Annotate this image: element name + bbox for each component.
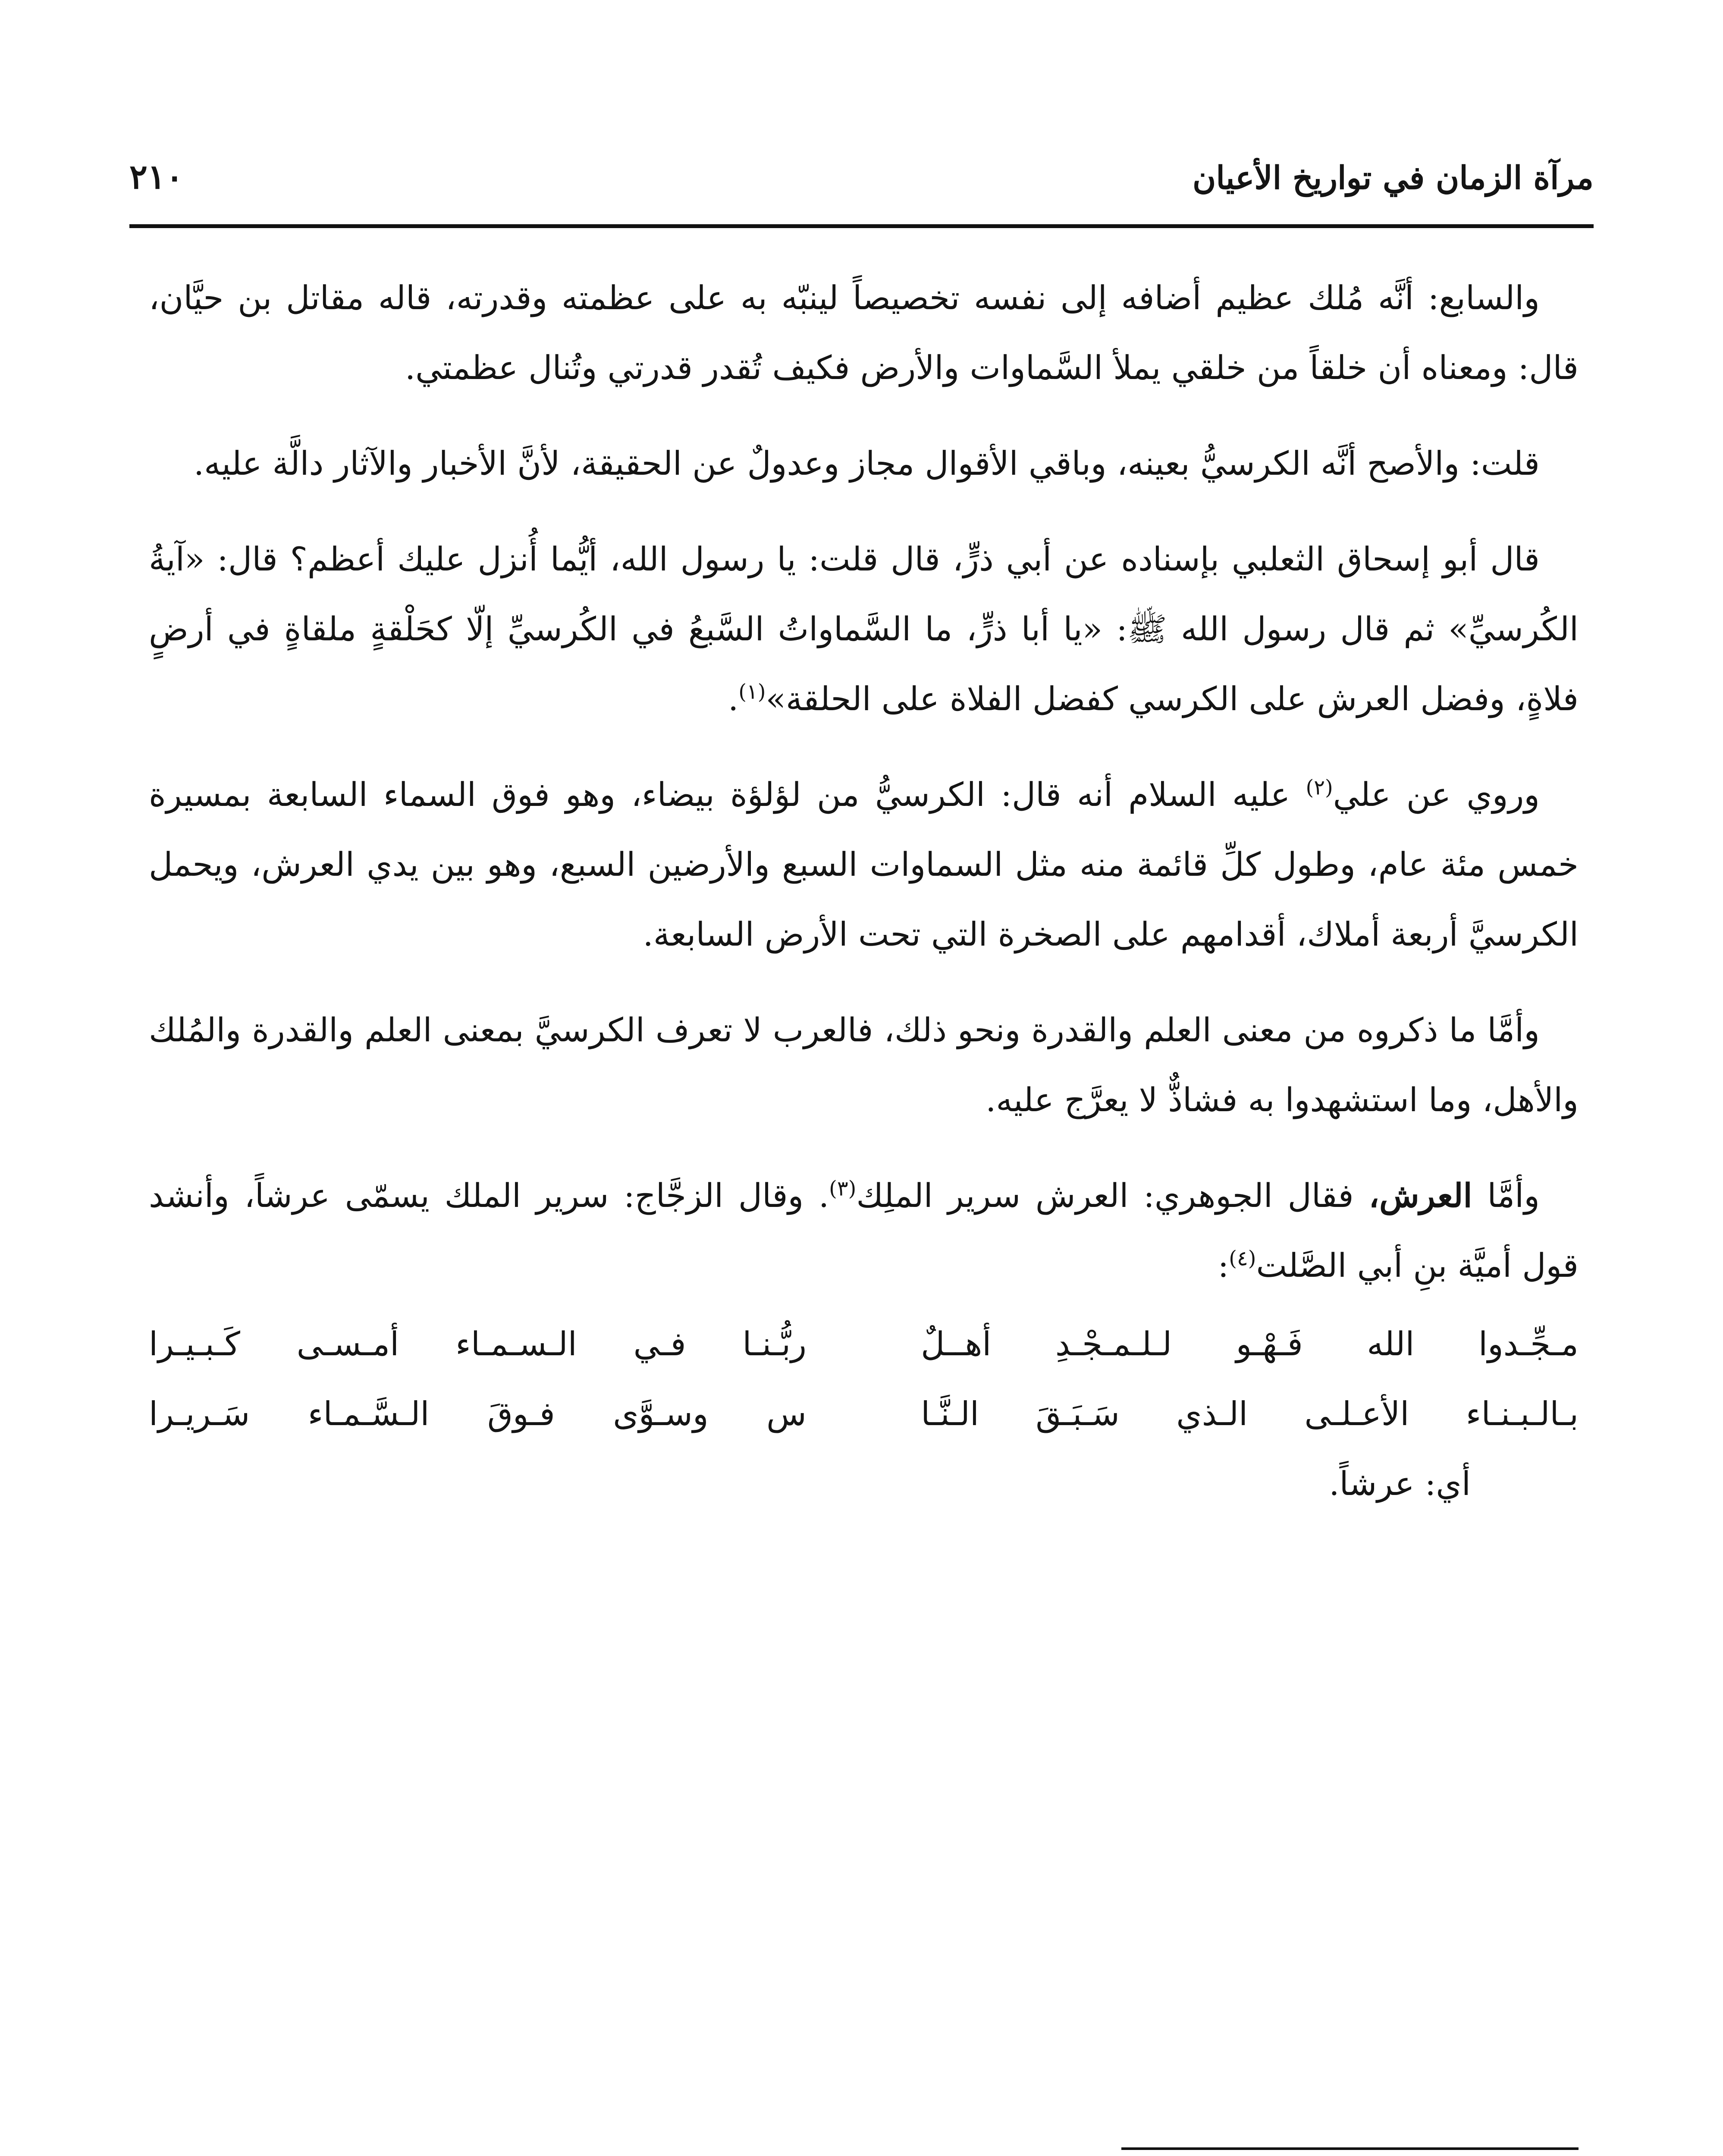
poem-verse-2 — [149, 1379, 1579, 1449]
poem — [149, 1309, 1579, 1449]
paragraph-6-text-a: وأمَّا — [1472, 1176, 1540, 1215]
header-divider — [129, 224, 1594, 228]
paragraph-3-text: قال أبو إسحاق الثعلبي بإسناده عن أبي ذرٍّ، قال قلت: يا رسول الله، أيُّما أُنزل عليك أعظم؟ قال: «آيةُ الكُرسيِّ» ثم قال رسول الله ﷺ: «يا أبا ذرٍّ، ما السَّماواتُ السَّبعُ في الكُرسيِّ إلّا كحَلْقةٍ ملقاةٍ في أرضٍ فلاةٍ، وفضل العرش على الكرسي كفضل الفلاة على الحلقة» — [149, 540, 1579, 718]
paragraph-6 — [149, 1161, 1579, 1300]
footnote-ref-4: (٤) — [1229, 1246, 1256, 1271]
footnote-ref-2: (٢) — [1306, 775, 1333, 800]
poem-verse-2-first: بـالـبـنـاء الأعـلـى الـذي سَـبَـقَ الـنَّـا — [921, 1395, 1579, 1433]
paragraph-3 — [149, 524, 1579, 734]
paragraph-6-text-c: . وقال الزجَّاج: سرير الملك يسمّى عرشاً، وأنشد قول أميَّة بنِ أبي الصَّلت — [149, 1176, 1579, 1285]
footnote-ref-1: (١) — [738, 680, 766, 704]
book-title: مرآة الزمان في تواريخ الأعيان — [1193, 160, 1594, 197]
main-text — [149, 263, 1579, 1545]
poem-verse-2-second: س وسـوَّى فـوقَ الـسَّـمـاء سَـريـرا — [149, 1395, 807, 1433]
paragraph-1: والسابع: أنَّه مُلك عظيم أضافه إلى نفسه تخصيصاً لينبّه به على عظمته وقدرته، قاله مقاتل بن حيَّان، قال: ومعناه أن خلقاً من خلقي يملأ السَّماوات والأرض فكيف تُقدر قدرتي وتُنال عظمتي. — [149, 279, 1579, 387]
paragraph-4-text-a: وروي عن علي — [1333, 775, 1540, 814]
paragraph-6-text-b: فقال الجوهري: العرش سرير الملِك — [856, 1176, 1369, 1215]
footnote-divider — [1121, 2147, 1579, 2150]
paragraph-5: وأمَّا ما ذكروه من معنى العلم والقدرة ونحو ذلك، فالعرب لا تعرف الكرسيَّ بمعنى العلم والقدرة والمُلك والأهل، وما استشهدوا به فشاذٌّ لا يعرَّج عليه. — [149, 1011, 1579, 1119]
paragraph-4-text-b: عليه السلام أنه قال: الكرسيُّ من لؤلؤة بيضاء، وهو فوق السماء السابعة بمسيرة خمس مئة عام، وطول كلِّ قائمة منه مثل السماوات السبع والأرضين السبع، وهو بين يدي العرش، ويحمل الكرسيَّ أربعة أملاك، أقدامهم على الصخرة التي تحت الأرض السابعة. — [149, 775, 1579, 953]
paragraph-3-end: . — [728, 680, 739, 718]
paragraph-2: قلت: والأصح أنَّه الكرسيُّ بعينه، وباقي الأقوال مجاز وعدولٌ عن الحقيقة، لأنَّ الأخبار والآثار دالَّة عليه. — [194, 444, 1540, 483]
page-number: ٢١٠ — [129, 157, 184, 197]
bold-term-arsh: العرش، — [1368, 1176, 1472, 1215]
poem-verse-1 — [149, 1309, 1579, 1379]
running-header — [129, 142, 1594, 197]
poem-verse-1-second: ربُّـنـا فـي الـسـمـاء أمـسـى كَـبـيـرا — [149, 1325, 807, 1363]
poem-verse-1-first: مـجِّـدوا الله فَـهْـو لـلـمـجْـدِ أهــلٌ — [921, 1325, 1579, 1363]
after-poem-line: أي: عرشاً. — [1329, 1464, 1471, 1503]
paragraph-6-text-d: : — [1218, 1246, 1229, 1285]
footnote-ref-3: (٣) — [829, 1176, 857, 1201]
paragraph-4 — [149, 760, 1579, 969]
